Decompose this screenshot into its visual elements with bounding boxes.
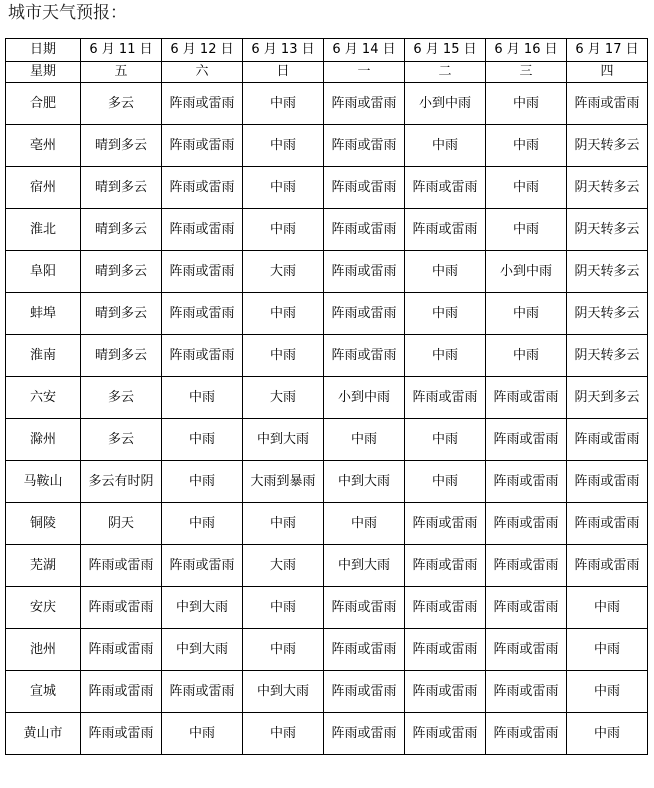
- forecast-cell: 阵雨或雷雨: [486, 629, 567, 671]
- header-cell: 6 月 14 日: [324, 39, 405, 62]
- forecast-cell: 阵雨或雷雨: [405, 503, 486, 545]
- forecast-cell: 中雨: [243, 335, 324, 377]
- forecast-cell: 阴天转多云: [567, 251, 648, 293]
- forecast-cell: 阵雨或雷雨: [486, 419, 567, 461]
- forecast-cell: 中雨: [405, 125, 486, 167]
- forecast-cell: 阴天转多云: [567, 293, 648, 335]
- forecast-cell: 中雨: [162, 503, 243, 545]
- header-cell: 6 月 17 日: [567, 39, 648, 62]
- table-body: [6, 39, 648, 755]
- forecast-cell: 晴到多云: [81, 335, 162, 377]
- forecast-cell: 小到中雨: [324, 377, 405, 419]
- forecast-cell: 阵雨或雷雨: [405, 671, 486, 713]
- forecast-cell: 多云有时阴: [81, 461, 162, 503]
- city-cell: 滁州: [6, 419, 81, 461]
- forecast-cell: 大雨: [243, 377, 324, 419]
- forecast-cell: 阴天转多云: [567, 125, 648, 167]
- forecast-cell: 中到大雨: [243, 671, 324, 713]
- forecast-cell: 阵雨或雷雨: [567, 545, 648, 587]
- forecast-cell: 中雨: [567, 629, 648, 671]
- forecast-cell: 中雨: [243, 167, 324, 209]
- forecast-cell: 阴天到多云: [567, 377, 648, 419]
- forecast-cell: 大雨: [243, 545, 324, 587]
- table-row: [6, 629, 648, 671]
- city-cell: 六安: [6, 377, 81, 419]
- forecast-cell: 中雨: [243, 587, 324, 629]
- forecast-cell: 中雨: [405, 419, 486, 461]
- header-cell: 6 月 15 日: [405, 39, 486, 62]
- forecast-cell: 阵雨或雷雨: [486, 713, 567, 755]
- weather-forecast-table: [5, 38, 648, 755]
- city-cell: 铜陵: [6, 503, 81, 545]
- weekday-row: [6, 62, 648, 83]
- forecast-cell: 大雨到暴雨: [243, 461, 324, 503]
- header-cell: 6 月 12 日: [162, 39, 243, 62]
- forecast-cell: 阵雨或雷雨: [324, 209, 405, 251]
- table-row: [6, 83, 648, 125]
- forecast-cell: 中雨: [243, 713, 324, 755]
- forecast-cell: 阵雨或雷雨: [324, 125, 405, 167]
- table-row: [6, 167, 648, 209]
- forecast-cell: 中雨: [405, 335, 486, 377]
- forecast-cell: 阵雨或雷雨: [405, 209, 486, 251]
- forecast-cell: 阵雨或雷雨: [162, 83, 243, 125]
- forecast-cell: 晴到多云: [81, 125, 162, 167]
- forecast-cell: 阵雨或雷雨: [162, 335, 243, 377]
- forecast-cell: 阵雨或雷雨: [405, 713, 486, 755]
- forecast-cell: 阵雨或雷雨: [324, 167, 405, 209]
- forecast-cell: 阵雨或雷雨: [324, 293, 405, 335]
- city-cell: 黄山市: [6, 713, 81, 755]
- forecast-cell: 中雨: [405, 293, 486, 335]
- forecast-cell: 阵雨或雷雨: [81, 587, 162, 629]
- forecast-cell: 中雨: [405, 251, 486, 293]
- table-row: [6, 587, 648, 629]
- forecast-cell: 阵雨或雷雨: [81, 545, 162, 587]
- forecast-cell: 阵雨或雷雨: [567, 461, 648, 503]
- forecast-cell: 中到大雨: [162, 629, 243, 671]
- forecast-cell: 中雨: [162, 419, 243, 461]
- forecast-cell: 中雨: [162, 377, 243, 419]
- forecast-cell: 阵雨或雷雨: [324, 587, 405, 629]
- forecast-cell: 中雨: [567, 713, 648, 755]
- forecast-cell: 中雨: [486, 83, 567, 125]
- weekday-cell: 星期: [6, 62, 81, 83]
- forecast-cell: 多云: [81, 419, 162, 461]
- forecast-cell: 阵雨或雷雨: [405, 167, 486, 209]
- forecast-cell: 阴天转多云: [567, 167, 648, 209]
- forecast-cell: 阵雨或雷雨: [567, 419, 648, 461]
- forecast-cell: 中雨: [567, 587, 648, 629]
- forecast-cell: 晴到多云: [81, 251, 162, 293]
- header-cell: 日期: [6, 39, 81, 62]
- forecast-cell: 中雨: [405, 461, 486, 503]
- weekday-cell: 三: [486, 62, 567, 83]
- table-row: [6, 461, 648, 503]
- forecast-cell: 中雨: [243, 293, 324, 335]
- table-row: [6, 209, 648, 251]
- forecast-cell: 阵雨或雷雨: [486, 587, 567, 629]
- forecast-cell: 阴天转多云: [567, 209, 648, 251]
- city-cell: 淮南: [6, 335, 81, 377]
- forecast-cell: 中到大雨: [324, 545, 405, 587]
- page-title: 城市天气预报：: [8, 3, 127, 23]
- table-row: [6, 293, 648, 335]
- table-row: [6, 251, 648, 293]
- table-row: [6, 335, 648, 377]
- city-cell: 池州: [6, 629, 81, 671]
- forecast-cell: 中雨: [486, 125, 567, 167]
- forecast-cell: 阵雨或雷雨: [567, 503, 648, 545]
- city-cell: 合肥: [6, 83, 81, 125]
- forecast-cell: 阵雨或雷雨: [162, 671, 243, 713]
- forecast-cell: 中到大雨: [324, 461, 405, 503]
- city-cell: 亳州: [6, 125, 81, 167]
- forecast-cell: 中到大雨: [162, 587, 243, 629]
- forecast-cell: 阵雨或雷雨: [486, 545, 567, 587]
- forecast-cell: 中雨: [486, 293, 567, 335]
- header-cell: 6 月 16 日: [486, 39, 567, 62]
- forecast-cell: 晴到多云: [81, 167, 162, 209]
- forecast-cell: 中雨: [162, 461, 243, 503]
- forecast-cell: 小到中雨: [405, 83, 486, 125]
- forecast-cell: 阵雨或雷雨: [324, 713, 405, 755]
- city-cell: 蚌埠: [6, 293, 81, 335]
- forecast-cell: 阵雨或雷雨: [567, 83, 648, 125]
- forecast-cell: 中雨: [324, 503, 405, 545]
- forecast-cell: 阵雨或雷雨: [81, 671, 162, 713]
- weekday-cell: 四: [567, 62, 648, 83]
- table-row: [6, 545, 648, 587]
- forecast-cell: 阴天: [81, 503, 162, 545]
- weekday-cell: 二: [405, 62, 486, 83]
- table-row: [6, 419, 648, 461]
- forecast-cell: 阵雨或雷雨: [405, 377, 486, 419]
- header-cell: 6 月 11 日: [81, 39, 162, 62]
- forecast-cell: 阵雨或雷雨: [324, 629, 405, 671]
- city-cell: 宿州: [6, 167, 81, 209]
- forecast-cell: 晴到多云: [81, 209, 162, 251]
- forecast-cell: 阵雨或雷雨: [162, 545, 243, 587]
- forecast-cell: 阵雨或雷雨: [81, 713, 162, 755]
- table-row: [6, 125, 648, 167]
- weekday-cell: 六: [162, 62, 243, 83]
- weekday-cell: 一: [324, 62, 405, 83]
- table-row: [6, 503, 648, 545]
- forecast-cell: 阵雨或雷雨: [162, 167, 243, 209]
- city-cell: 安庆: [6, 587, 81, 629]
- weekday-cell: 日: [243, 62, 324, 83]
- table-row: [6, 713, 648, 755]
- forecast-cell: 阵雨或雷雨: [324, 335, 405, 377]
- forecast-cell: 阴天转多云: [567, 335, 648, 377]
- table-row: [6, 377, 648, 419]
- forecast-cell: 大雨: [243, 251, 324, 293]
- city-cell: 马鞍山: [6, 461, 81, 503]
- forecast-cell: 阵雨或雷雨: [405, 587, 486, 629]
- forecast-cell: 阵雨或雷雨: [162, 209, 243, 251]
- forecast-cell: 中雨: [243, 125, 324, 167]
- forecast-cell: 多云: [81, 377, 162, 419]
- table-row: [6, 671, 648, 713]
- forecast-cell: 阵雨或雷雨: [81, 629, 162, 671]
- forecast-cell: 阵雨或雷雨: [486, 461, 567, 503]
- forecast-cell: 阵雨或雷雨: [405, 545, 486, 587]
- forecast-cell: 中雨: [486, 209, 567, 251]
- forecast-cell: 阵雨或雷雨: [486, 377, 567, 419]
- header-cell: 6 月 13 日: [243, 39, 324, 62]
- forecast-cell: 中雨: [567, 671, 648, 713]
- forecast-cell: 小到中雨: [486, 251, 567, 293]
- weekday-cell: 五: [81, 62, 162, 83]
- forecast-cell: 晴到多云: [81, 293, 162, 335]
- forecast-cell: 多云: [81, 83, 162, 125]
- city-cell: 阜阳: [6, 251, 81, 293]
- forecast-cell: 阵雨或雷雨: [162, 293, 243, 335]
- forecast-cell: 中雨: [486, 167, 567, 209]
- forecast-cell: 中雨: [162, 713, 243, 755]
- forecast-cell: 中到大雨: [243, 419, 324, 461]
- forecast-cell: 阵雨或雷雨: [324, 671, 405, 713]
- forecast-cell: 中雨: [486, 335, 567, 377]
- forecast-cell: 中雨: [243, 503, 324, 545]
- forecast-cell: 中雨: [243, 629, 324, 671]
- forecast-cell: 阵雨或雷雨: [324, 251, 405, 293]
- forecast-cell: 中雨: [243, 209, 324, 251]
- forecast-cell: 阵雨或雷雨: [405, 629, 486, 671]
- city-cell: 宣城: [6, 671, 81, 713]
- forecast-cell: 阵雨或雷雨: [324, 83, 405, 125]
- forecast-cell: 阵雨或雷雨: [486, 503, 567, 545]
- forecast-cell: 阵雨或雷雨: [162, 125, 243, 167]
- city-cell: 淮北: [6, 209, 81, 251]
- date-header-row: [6, 39, 648, 62]
- forecast-cell: 阵雨或雷雨: [486, 671, 567, 713]
- forecast-cell: 阵雨或雷雨: [162, 251, 243, 293]
- forecast-cell: 中雨: [324, 419, 405, 461]
- forecast-cell: 中雨: [243, 83, 324, 125]
- city-cell: 芜湖: [6, 545, 81, 587]
